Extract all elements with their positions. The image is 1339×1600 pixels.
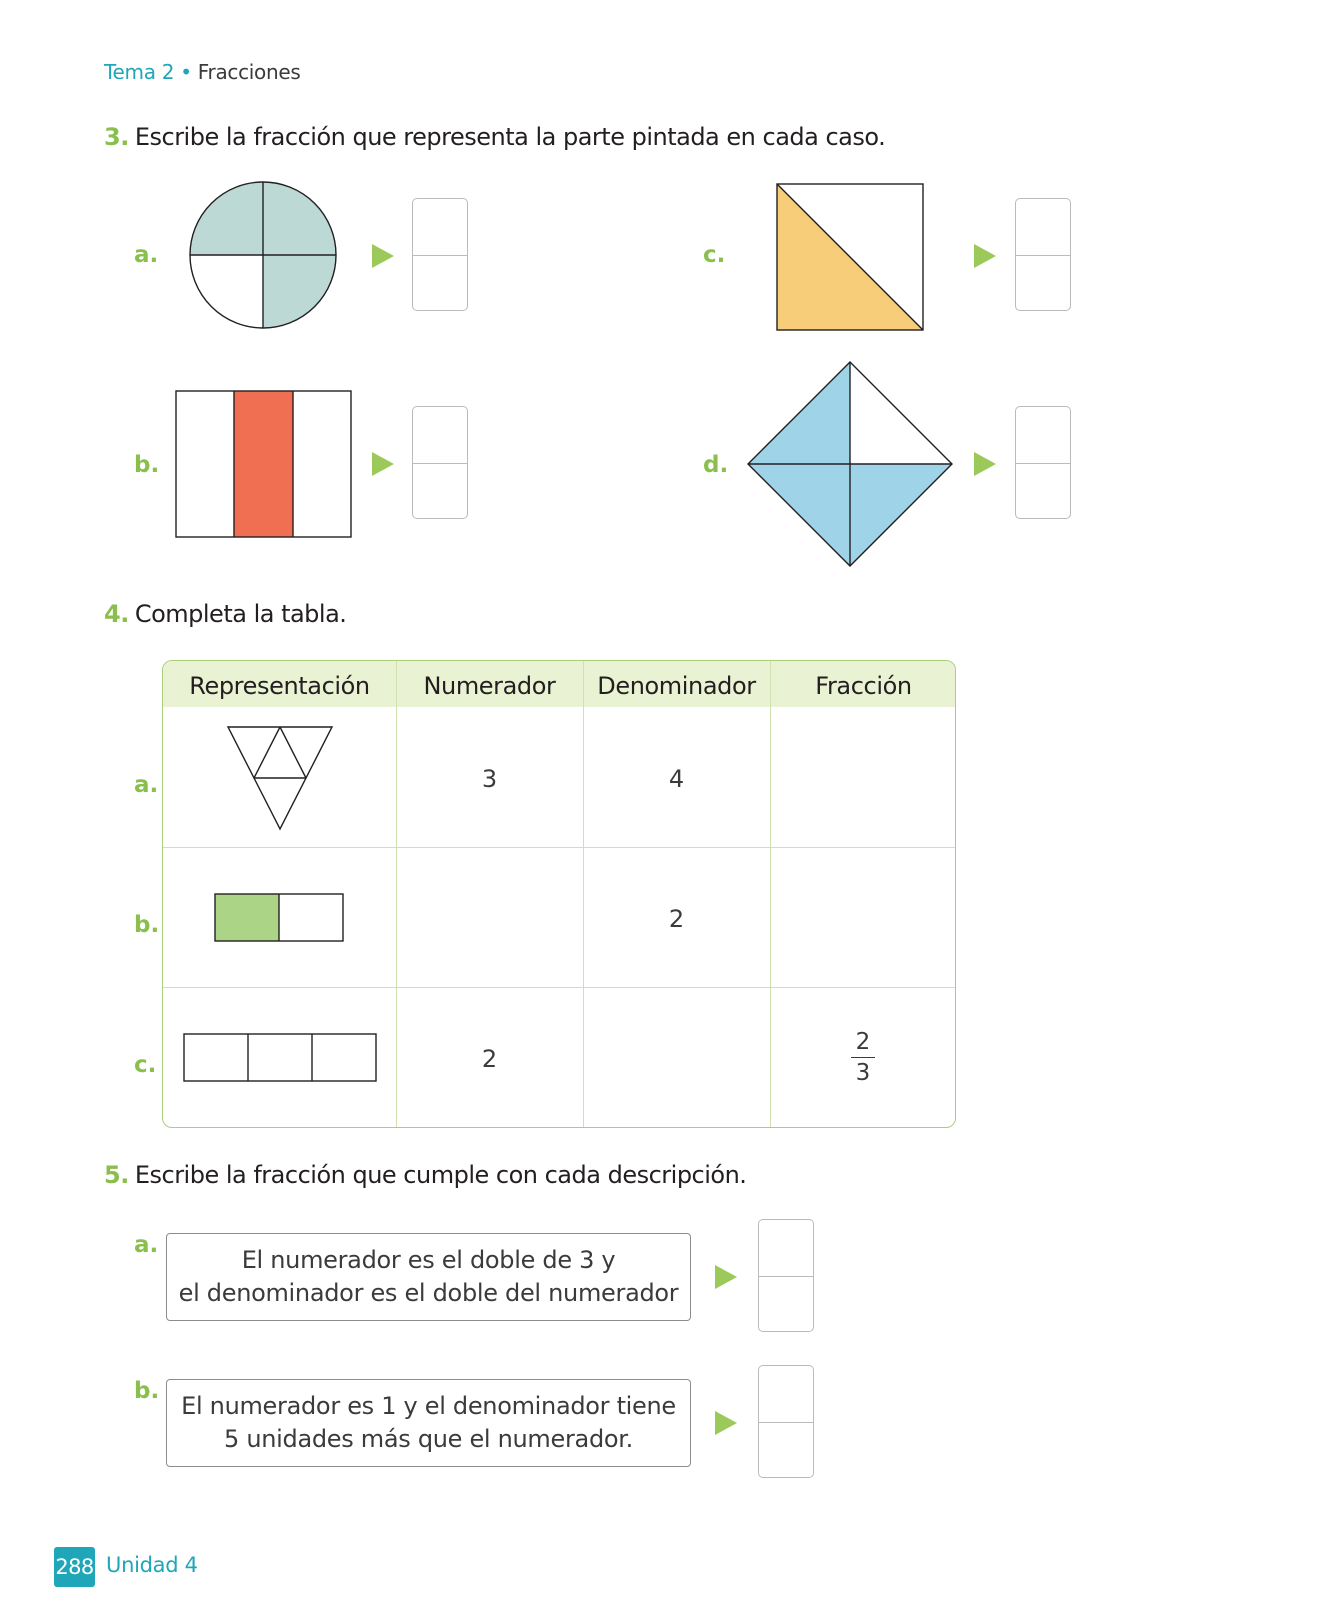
unit-label: Unidad 4 (106, 1553, 198, 1577)
arrow-icon (715, 1411, 737, 1435)
answer-fraction-box-3d[interactable] (1015, 406, 1071, 519)
description-5a-line-1: El numerador es el doble de 3 y (241, 1246, 616, 1274)
answer-fraction-box-3b[interactable] (412, 406, 468, 519)
table-header-fraction: Fracción (815, 672, 912, 700)
two-part-rectangle-representation (214, 893, 344, 943)
circle-quarters-figure (188, 180, 338, 330)
row-c-fraction-denominator: 3 (855, 1060, 871, 1086)
answer-fraction-box-5b[interactable] (758, 1365, 814, 1478)
answer-fraction-box-3a[interactable] (412, 198, 468, 311)
question-5-number: 5. (104, 1161, 129, 1189)
description-5b-line-2: 5 unidades más que el numerador. (224, 1425, 633, 1453)
arrow-icon (372, 452, 394, 476)
item-5b-letter: b. (134, 1378, 160, 1404)
row-a-denominator: 4 (668, 765, 685, 793)
page-number: 288 (54, 1547, 95, 1587)
question-4-text: Completa la tabla. (134, 600, 347, 628)
row-b-fraction-cell[interactable] (770, 847, 956, 987)
rectangle-thirds-figure (175, 390, 353, 538)
table-row-b-letter: b. (134, 912, 160, 938)
description-5a-line-2: el denominador es el doble del numerador (178, 1279, 679, 1307)
question-3-title (104, 123, 885, 151)
question-4-number: 4. (104, 600, 129, 628)
arrow-icon (372, 244, 394, 268)
question-5-title (104, 1161, 746, 1189)
circle-top-right-shaded (263, 182, 336, 255)
item-3a-letter: a. (134, 242, 159, 268)
row-b-numerator-cell[interactable] (396, 847, 583, 987)
triangle-representation (226, 723, 334, 831)
square-diagonal-figure (776, 183, 924, 331)
question-3-number: 3. (104, 123, 129, 151)
arrow-icon (974, 244, 996, 268)
row-b-denominator: 2 (668, 905, 685, 933)
question-5-text: Escribe la fracción que cumple con cada descripción. (134, 1161, 747, 1189)
circle-top-left-shaded (190, 182, 263, 255)
table-header-representation: Representación (189, 672, 370, 700)
subject-label: Fracciones (197, 60, 301, 84)
table-header-numerator: Numerador (423, 672, 556, 700)
description-5b-line-1: El numerador es 1 y el denominador tiene (181, 1392, 676, 1420)
breadcrumb (104, 60, 301, 84)
table-row-a-letter: a. (134, 772, 159, 798)
description-box-5b (166, 1379, 691, 1467)
row-c-denominator-cell[interactable] (583, 987, 770, 1127)
circle-bottom-right-shaded (263, 255, 336, 328)
rhombus-quarters-figure (746, 360, 954, 568)
answer-fraction-box-5a[interactable] (758, 1219, 814, 1332)
answer-fraction-box-3c[interactable] (1015, 198, 1071, 311)
table-header-denominator: Denominador (597, 672, 756, 700)
fraction-table (162, 660, 956, 1128)
arrow-icon (974, 452, 996, 476)
item-3d-letter: d. (703, 452, 729, 478)
arrow-icon (715, 1265, 737, 1289)
item-5a-letter: a. (134, 1232, 159, 1258)
three-part-rectangle-representation (183, 1033, 378, 1083)
breadcrumb-separator: • (180, 60, 192, 84)
item-3b-letter: b. (134, 452, 160, 478)
row-c-fraction (851, 1029, 875, 1086)
item-3c-letter: c. (703, 242, 726, 268)
row-a-fraction-cell[interactable] (770, 707, 956, 847)
row-c-numerator: 2 (481, 1045, 498, 1073)
topic-label: Tema 2 (104, 60, 175, 84)
description-box-5a (166, 1233, 691, 1321)
question-4-title (104, 600, 346, 628)
row-a-numerator: 3 (481, 765, 498, 793)
row-c-fraction-numerator: 2 (855, 1029, 871, 1055)
table-row-c-letter: c. (134, 1052, 157, 1078)
question-3-text: Escribe la fracción que representa la parte pintada en cada caso. (134, 123, 886, 151)
